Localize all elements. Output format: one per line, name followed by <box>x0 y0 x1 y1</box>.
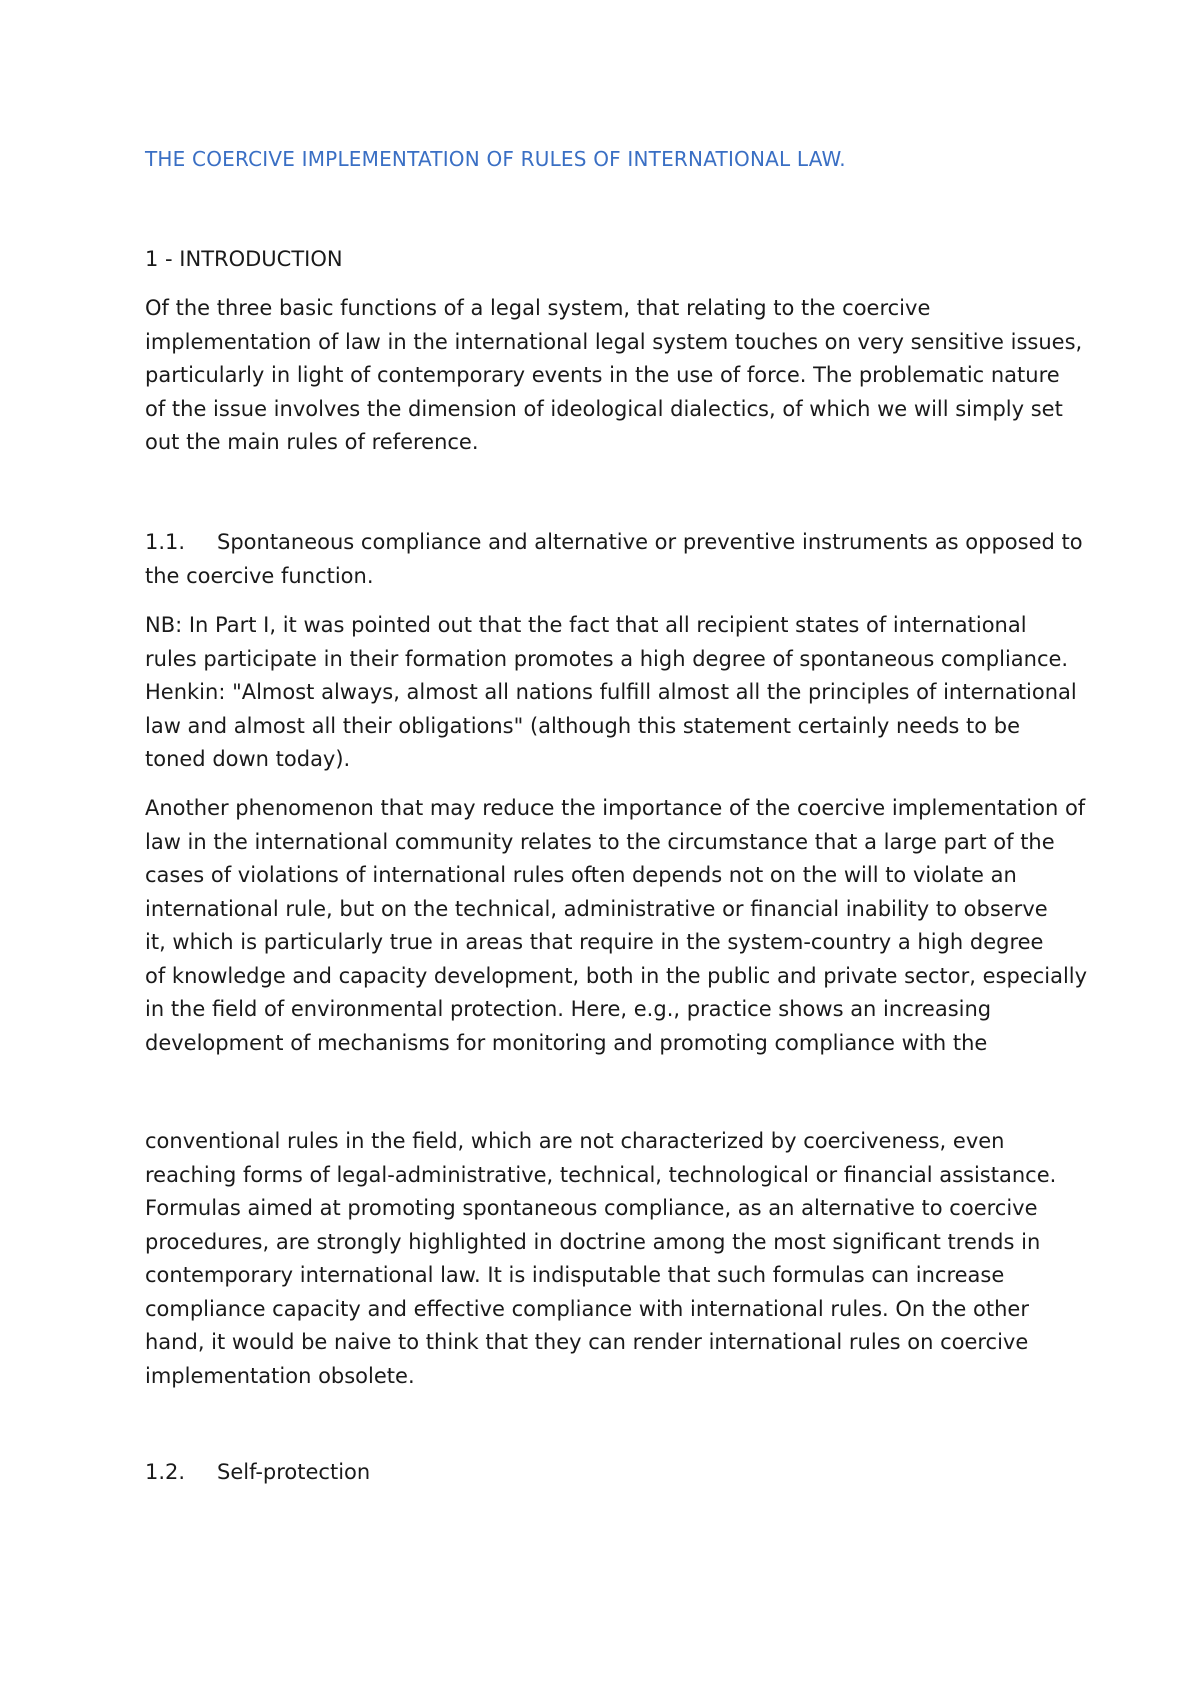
document-title: THE COERCIVE IMPLEMENTATION OF RULES OF INTERNATIONAL LAW. <box>145 147 846 171</box>
another-phenomenon-paragraph <box>145 792 1088 1060</box>
paragraph-line: toned down today). <box>145 747 351 771</box>
paragraph-line: particularly in light of contemporary events in the use of force. The problematic nature <box>145 363 1060 387</box>
paragraph-line: of knowledge and capacity development, both in the public and private sector, especially <box>145 963 1088 988</box>
section-number: 1.1. <box>145 530 186 554</box>
section-number: 1.2. <box>145 1460 186 1484</box>
paragraph-line: hand, it would be naive to think that they can render international rules on coercive <box>145 1330 1029 1354</box>
paragraph-line: implementation of law in the international legal system touches on very sensitive issues, <box>145 329 1083 354</box>
paragraph-line: Another phenomenon that may reduce the importance of the coercive implementation of <box>145 796 1086 820</box>
paragraph-line: Formulas aimed at promoting spontaneous compliance, as an alternative to coercive <box>145 1196 1038 1220</box>
section-heading-line: the coercive function. <box>145 563 374 588</box>
section-heading-line <box>145 526 1083 560</box>
paragraph-line: implementation obsolete. <box>145 1363 415 1388</box>
introduction-paragraph <box>145 292 1083 460</box>
conventional-rules-paragraph <box>145 1125 1080 1393</box>
paragraph-line: development of mechanisms for monitoring and promoting compliance with the <box>145 1030 988 1055</box>
paragraph-line: compliance capacity and effective compliance with international rules. On the other <box>145 1296 1029 1321</box>
paragraph-line: contemporary international law. It is indisputable that such formulas can increase <box>145 1263 1005 1287</box>
paragraph-line: NB: In Part I, it was pointed out that the fact that all recipient states of international <box>145 613 1027 637</box>
paragraph-line: law in the international community relates to the circumstance that a large part of the <box>145 829 1055 854</box>
paragraph-line: Henkin: "Almost always, almost all nations fulfill almost all the principles of international <box>145 680 1077 704</box>
paragraph-line: procedures, are strongly highlighted in doctrine among the most significant trends in <box>145 1229 1041 1254</box>
nb-paragraph <box>145 609 1080 777</box>
paragraph-line: in the field of environmental protection. Here, e.g., practice shows an increasing <box>145 997 992 1021</box>
paragraph-line: cases of violations of international rules often depends not on the will to violate an <box>145 863 1017 887</box>
paragraph-line: rules participate in their formation promotes a high degree of spontaneous compliance. <box>145 646 1069 671</box>
paragraph-line: law and almost all their obligations" (although this statement certainly needs to be <box>145 713 1021 738</box>
paragraph-line: it, which is particularly true in areas that require in the system-country a high degree <box>145 930 1044 954</box>
paragraph-line: conventional rules in the field, which are not characterized by coerciveness, even <box>145 1129 1005 1153</box>
section-1-1-heading <box>145 526 1083 593</box>
paragraph-line: out the main rules of reference. <box>145 430 479 454</box>
paragraph-line: reaching forms of legal-administrative, technical, technological or financial assistance. <box>145 1162 1057 1187</box>
paragraph-line: international rule, but on the technical, administrative or financial inability to observe <box>145 896 1048 921</box>
section-title: Spontaneous compliance and alternative or preventive instruments as opposed to <box>217 530 1083 554</box>
section-1-2-heading <box>145 1456 1080 1490</box>
paragraph-line: of the issue involves the dimension of ideological dialectics, of which we will simply set <box>145 396 1063 421</box>
section-title: Self-protection <box>217 1460 371 1484</box>
paragraph-line: Of the three basic functions of a legal system, that relating to the coercive <box>145 296 931 320</box>
introduction-heading: 1 - INTRODUCTION <box>145 247 343 271</box>
